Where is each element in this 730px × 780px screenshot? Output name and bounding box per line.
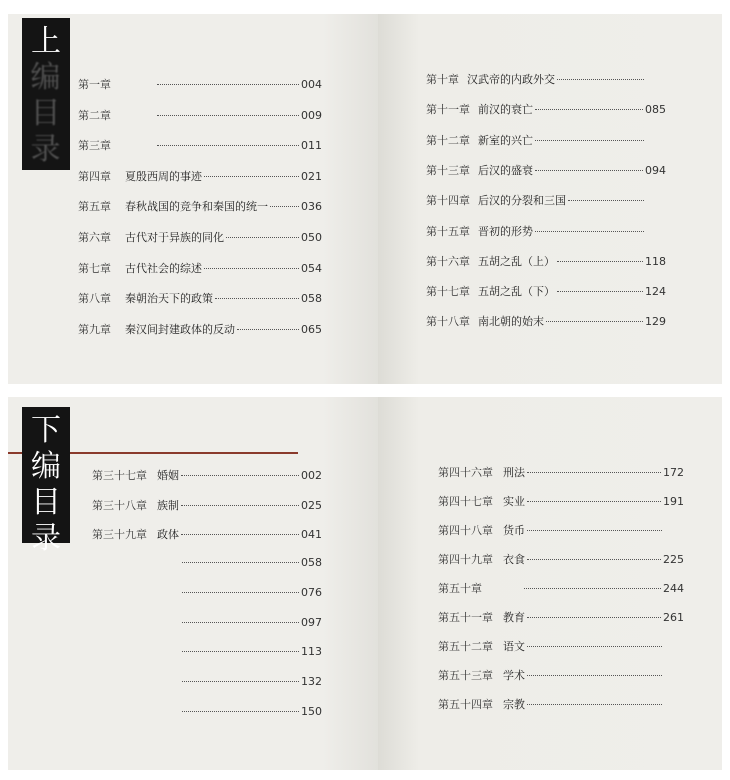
chapter-number: 第六章 <box>78 231 111 244</box>
page-number: 261 <box>663 611 684 624</box>
toc-entry <box>438 609 684 625</box>
chapter-number: 第十四章 <box>426 194 470 208</box>
lower-left-page <box>8 397 378 770</box>
title-char: 目 <box>30 96 62 131</box>
page-number: 011 <box>301 139 322 153</box>
page-number: 058 <box>301 292 322 306</box>
chapter-title: 后汉的分裂和三国 <box>478 194 566 208</box>
toc-entry <box>92 645 322 658</box>
dot-leader <box>535 231 644 232</box>
upper-left-page <box>8 14 378 384</box>
chapter-number: 第四十六章 <box>438 466 493 479</box>
page-number: 132 <box>301 674 322 688</box>
toc-entry <box>78 137 322 153</box>
chapter-title: 古代对于异族的同化 <box>125 231 224 244</box>
dot-leader <box>270 206 299 207</box>
chapter-number: 第十一章 <box>426 103 470 117</box>
chapter-title: 衣食 <box>503 553 525 566</box>
toc-entry <box>426 162 666 178</box>
toc-entry <box>92 526 322 542</box>
chapter-title: 晋初的形势 <box>478 224 533 238</box>
toc-entry <box>426 71 666 87</box>
chapter-number: 第五十一章 <box>438 611 493 624</box>
upper-book-spread <box>8 14 722 384</box>
dot-leader <box>181 534 299 535</box>
page-number: 021 <box>301 169 322 183</box>
page-number: 191 <box>663 495 684 508</box>
dot-leader <box>557 79 644 80</box>
chapter-title: 春秋战国的竞争和秦国的统一 <box>125 200 268 214</box>
page-number: 065 <box>301 322 322 336</box>
toc-entry <box>92 705 322 718</box>
chapter-title: 南北朝的始末 <box>478 315 544 329</box>
chapter-number: 第五十三章 <box>438 669 493 682</box>
chapter-title: 前汉的衰亡 <box>478 103 533 117</box>
page-number: 050 <box>301 231 322 244</box>
dot-leader <box>237 329 299 330</box>
page-number: 124 <box>645 285 666 299</box>
page-number: 172 <box>663 466 684 479</box>
dot-leader <box>204 268 299 269</box>
dot-leader <box>226 237 299 238</box>
toc-entry <box>92 556 322 569</box>
dot-leader <box>535 140 644 141</box>
dot-leader <box>157 145 299 146</box>
page-number: 150 <box>301 704 322 718</box>
page-number: 009 <box>301 108 322 122</box>
lower-book-spread <box>8 397 722 770</box>
chapter-title: 新室的兴亡 <box>478 133 533 147</box>
dot-leader <box>527 559 661 560</box>
title-char: 录 <box>31 521 61 556</box>
chapter-title: 秦朝治天下的政策 <box>125 292 213 306</box>
dot-leader <box>527 675 662 676</box>
toc-entry <box>92 497 322 513</box>
chapter-title: 语文 <box>503 640 525 653</box>
toc-entry <box>426 132 666 148</box>
title-char: 目 <box>31 485 61 520</box>
chapter-number: 第四十八章 <box>438 524 493 537</box>
chapter-number: 第二章 <box>78 108 111 122</box>
chapter-number: 第四十九章 <box>438 553 493 566</box>
dot-leader <box>557 261 643 262</box>
page-number: 041 <box>301 528 322 542</box>
chapter-title: 学术 <box>503 669 525 682</box>
toc-entry <box>426 253 666 269</box>
chapter-number: 第八章 <box>78 292 111 306</box>
title-char: 编 <box>31 449 61 484</box>
chapter-title: 古代社会的综述 <box>125 261 202 275</box>
dot-leader <box>182 711 299 712</box>
page-number: 058 <box>301 556 322 570</box>
dot-leader <box>215 298 299 299</box>
chapter-number: 第七章 <box>78 261 111 275</box>
chapter-title: 货币 <box>503 524 525 537</box>
chapter-number: 第四十七章 <box>438 495 493 508</box>
page-number: 129 <box>645 315 666 329</box>
chapter-number: 第五章 <box>78 200 111 214</box>
toc-entry <box>78 321 322 337</box>
page-number: 004 <box>301 78 322 91</box>
dot-leader <box>557 291 643 292</box>
toc-entry <box>438 551 684 567</box>
chapter-title: 教育 <box>503 611 525 624</box>
toc-entry <box>438 696 684 712</box>
dot-leader <box>182 592 299 593</box>
page-number: 225 <box>663 553 684 566</box>
chapter-number: 第五十章 <box>438 582 482 595</box>
dot-leader <box>182 651 299 652</box>
page-number: 244 <box>663 582 684 595</box>
dot-leader <box>527 501 661 502</box>
chapter-number: 第三十八章 <box>92 498 147 512</box>
chapter-title: 宗教 <box>503 698 525 711</box>
dot-leader <box>535 170 643 171</box>
page-number: 054 <box>301 261 322 275</box>
toc-entry <box>78 229 322 245</box>
chapter-number: 第四章 <box>78 169 111 183</box>
chapter-number: 第十五章 <box>426 224 470 238</box>
dot-leader <box>524 588 661 589</box>
chapter-number: 第十六章 <box>426 254 470 268</box>
chapter-title: 五胡之乱（下） <box>478 285 555 299</box>
upper-right-page <box>378 14 722 384</box>
chapter-number: 第五十四章 <box>438 698 493 711</box>
title-char: 下 <box>31 413 61 448</box>
toc-entry <box>438 667 684 683</box>
chapter-title: 婚姻 <box>157 469 179 482</box>
chapter-title: 五胡之乱（上） <box>478 254 555 268</box>
toc-entry <box>426 313 666 329</box>
upper-toc-title <box>22 18 70 170</box>
chapter-number: 第十三章 <box>426 163 470 177</box>
chapter-title: 实业 <box>503 495 525 508</box>
dot-leader <box>157 84 299 85</box>
dot-leader <box>535 109 643 110</box>
chapter-title: 刑法 <box>503 466 525 479</box>
toc-entry <box>78 107 322 123</box>
dot-leader <box>527 617 661 618</box>
toc-entry <box>78 260 322 276</box>
toc-entry <box>78 198 322 214</box>
chapter-number: 第十章 <box>426 73 459 86</box>
toc-entry <box>426 192 666 208</box>
page-number: 002 <box>301 469 322 482</box>
chapter-title: 秦汉间封建政体的反动 <box>125 322 235 336</box>
chapter-title: 汉武帝的内政外交 <box>467 73 555 86</box>
dot-leader <box>546 321 643 322</box>
page-number: 076 <box>301 585 322 599</box>
dot-leader <box>181 475 299 476</box>
page-number: 036 <box>301 200 322 214</box>
toc-entry <box>426 223 666 239</box>
dot-leader <box>527 646 662 647</box>
title-char: 上 <box>31 24 61 59</box>
chapter-number: 第三十七章 <box>92 469 147 482</box>
chapter-number: 第九章 <box>78 322 111 336</box>
chapter-title: 族制 <box>157 498 179 512</box>
dot-leader <box>204 176 299 177</box>
chapter-title: 夏殷西周的事迹 <box>125 169 202 183</box>
title-char: 录 <box>30 132 62 167</box>
chapter-number: 第十二章 <box>426 133 470 147</box>
page-number: 094 <box>645 163 666 177</box>
dot-leader <box>527 472 661 473</box>
toc-entry <box>426 101 666 117</box>
dot-leader <box>527 530 662 531</box>
dot-leader <box>182 681 299 682</box>
dot-leader <box>182 562 299 563</box>
chapter-number: 第五十二章 <box>438 640 493 653</box>
chapter-title: 后汉的盛衰 <box>478 163 533 177</box>
toc-entry <box>438 580 684 596</box>
lower-right-page <box>378 397 722 770</box>
chapter-number: 第十八章 <box>426 315 470 329</box>
page-number: 118 <box>645 254 666 268</box>
chapter-number: 第一章 <box>78 78 111 91</box>
page-number: 113 <box>301 645 322 659</box>
toc-entry <box>438 638 684 654</box>
toc-entry <box>92 675 322 688</box>
dot-leader <box>182 622 299 623</box>
toc-entry <box>438 493 684 509</box>
chapter-number: 第三章 <box>78 139 111 153</box>
chapter-title: 政体 <box>157 528 179 542</box>
toc-entry <box>78 168 322 184</box>
toc-entry <box>92 467 322 483</box>
toc-entry <box>426 283 666 299</box>
page-number: 025 <box>301 498 322 512</box>
dot-leader <box>157 115 299 116</box>
toc-entry <box>438 464 684 480</box>
toc-entry <box>92 616 322 629</box>
title-char: 编 <box>30 60 62 95</box>
dot-leader <box>181 505 299 506</box>
toc-entry <box>92 586 322 599</box>
toc-entry <box>78 290 322 306</box>
toc-entry <box>438 522 684 538</box>
dot-leader <box>568 200 644 201</box>
lower-toc-title <box>22 407 70 556</box>
page-number: 097 <box>301 615 322 629</box>
chapter-number: 第三十九章 <box>92 528 147 542</box>
chapter-number: 第十七章 <box>426 285 470 299</box>
toc-entry <box>78 76 322 92</box>
page-number: 085 <box>645 103 666 117</box>
dot-leader <box>527 704 662 705</box>
